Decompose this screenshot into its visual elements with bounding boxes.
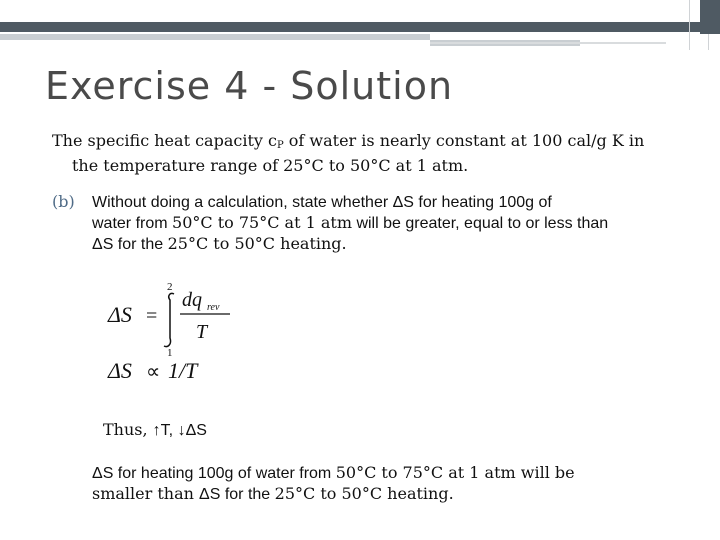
intro-paragraph <box>52 131 692 176</box>
part-b-line3-b: 25°C to 50°C heating. <box>167 234 347 253</box>
prop-rhs: 1/T <box>168 358 198 383</box>
formula-equals: = <box>146 305 158 327</box>
formula-lower-limit: 1 <box>167 347 173 359</box>
top-right-dark-block <box>700 0 720 34</box>
part-b-line2-b: 50°C to 75°C at 1 atm <box>172 213 352 232</box>
formula-lhs: ΔS <box>108 302 132 327</box>
thus-t: T, <box>160 422 178 439</box>
conclusion-line1-b: 50°C to 75°C at 1 atm will be <box>335 463 575 482</box>
formula-numerator-sub: rev <box>207 302 220 313</box>
intro-subscript: P <box>276 140 284 151</box>
conclusion-line2 <box>92 484 702 505</box>
part-b-question <box>52 192 692 255</box>
intro-line1-a: The specific heat capacity c <box>52 131 277 150</box>
arrow-down-icon: ↓ <box>177 422 186 439</box>
part-b-line3-a: ΔS for the <box>92 236 168 253</box>
prop-symbol: ∝ <box>146 361 161 383</box>
slide-title: Exercise 4 - Solution <box>45 64 454 108</box>
thus-ds: ΔS <box>185 422 207 439</box>
conclusion-line2-b: ΔS for the <box>199 486 275 503</box>
conclusion-line2-c: 25°C to 50°C heating. <box>274 484 454 503</box>
thus-statement <box>103 420 207 440</box>
top-light-bar <box>0 34 430 40</box>
conclusion-line1-a: ΔS for heating 100g of water from <box>92 465 336 482</box>
part-b-label: (b) <box>52 192 75 211</box>
top-dark-bar <box>0 22 700 32</box>
formula-denominator: T <box>196 321 208 343</box>
integral-sign <box>164 293 174 346</box>
top-vertical-line-2 <box>708 34 709 50</box>
intro-line2: the temperature range of 25°C to 50°C at 1 atm. <box>72 156 469 175</box>
part-b-line2-c: will be greater, equal to or less than <box>352 215 609 232</box>
part-b-line2 <box>52 213 692 234</box>
formula-upper-limit: 2 <box>167 281 173 293</box>
entropy-formula <box>104 278 264 388</box>
conclusion <box>92 463 702 505</box>
prop-lhs: ΔS <box>108 358 132 383</box>
formula-numerator: dq <box>182 289 202 311</box>
arrow-up-icon: ↑ <box>152 422 161 439</box>
part-b-line1 <box>52 192 692 213</box>
conclusion-line1 <box>92 463 702 484</box>
conclusion-line2-a: smaller than <box>92 484 200 503</box>
part-b-line3 <box>52 234 692 255</box>
part-b-line1-text: Without doing a calculation, state whether ΔS for heating 100g of <box>92 194 552 211</box>
thus-word: Thus, <box>103 420 153 439</box>
top-thin-line <box>430 42 666 44</box>
part-b-line2-a: water from <box>92 215 173 232</box>
intro-line1-b: of water is nearly constant at 100 cal/g K in <box>283 131 645 150</box>
top-vertical-line <box>689 0 690 50</box>
